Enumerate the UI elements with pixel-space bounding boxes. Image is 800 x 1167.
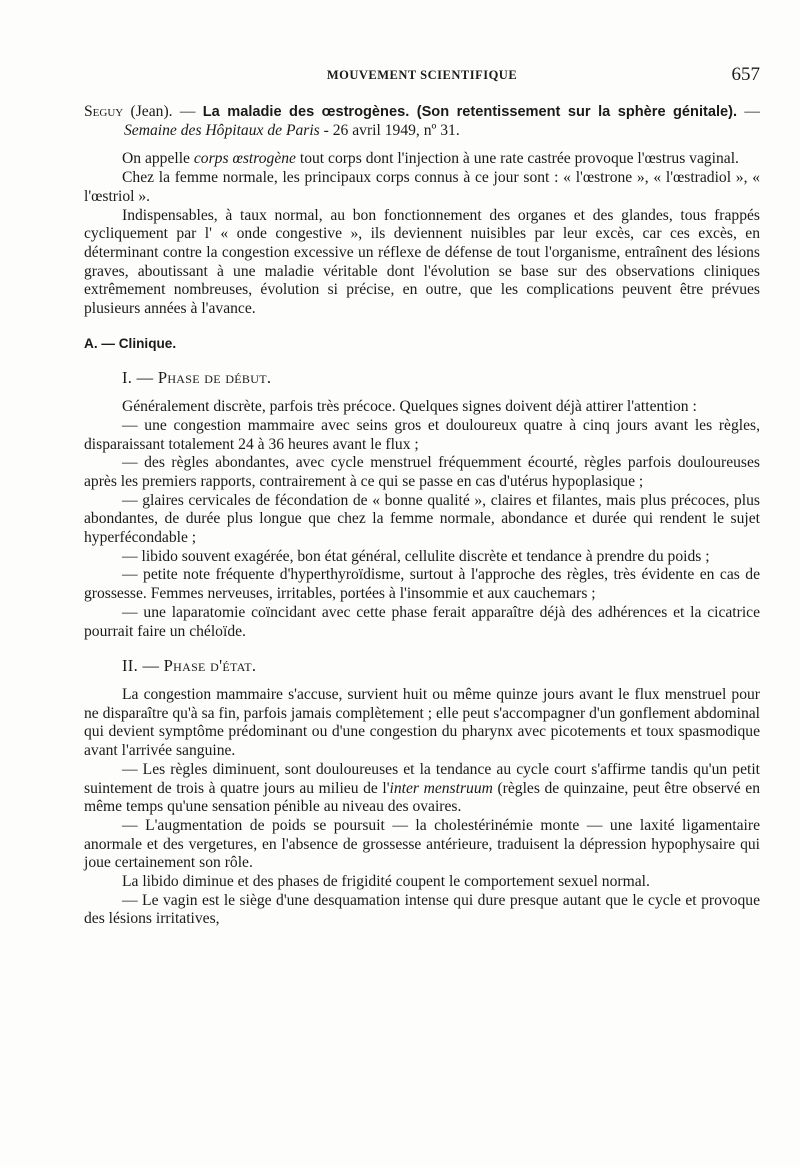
page-number: 657 xyxy=(731,64,760,85)
reference-details: - 26 avril 1949, nº 31. xyxy=(319,121,460,139)
running-head xyxy=(84,64,760,88)
section-heading-clinique: A. — Clinique. xyxy=(84,335,177,351)
reference-author: Seguy xyxy=(84,103,124,120)
article-body xyxy=(84,103,760,929)
intro-p1-text-b: tout corps dont l'injection à une rate castrée provoque l'œstrus vaginal. xyxy=(295,150,739,168)
phase-1-heading: I. — Phase de début. xyxy=(122,368,272,388)
phase-1-paragraph: Généralement discrète, parfois très précoce. Quelques signes doivent déjà attirer l'attention : xyxy=(122,398,697,416)
reference-dash: — xyxy=(737,103,760,120)
reference-journal: Semaine des Hôpitaux de Paris xyxy=(124,121,320,139)
phase-2-paragraph-2 xyxy=(84,761,760,817)
list-item: — glaires cervicales de fécondation de « bonne qualité », claires et filantes, mais plus précoces, plus abondantes, de durée plus longue que chez la femme normale, abondance et durée qui rendent le sujet hyperfécondable ; xyxy=(84,491,760,547)
list-item: — une laparatomie coïncidant avec cette phase ferait apparaître déjà des adhérences et la cicatrice pourrait faire un chéloïde. xyxy=(84,603,760,640)
phase-2-paragraph-5: — Le vagin est le siège d'une desquamation intense qui dure presque autant que le cycle et provoque des lésions irritatives, xyxy=(84,891,760,928)
intro-p1-emphasis: corps œstrogène xyxy=(193,150,296,168)
phase-2-p2-text-b: (règles de quinzaine, peut être observé en même temps qu'une sensation pénible au niveau des ovaires. xyxy=(84,779,761,816)
running-title: MOUVEMENT SCIENTIFIQUE xyxy=(326,68,518,82)
intro-paragraph-1 xyxy=(84,150,760,169)
phase-2-heading: II. — Phase d'état. xyxy=(122,656,257,676)
list-item: — petite note fréquente d'hyperthyroïdisme, surtout à l'approche des règles, très évidente en cas de grossesse. Femmes nerveuses, irritables, portées à l'insommie et aux cauchemars ; xyxy=(84,566,760,603)
phase-2-p2-emphasis: inter menstruum xyxy=(389,779,493,797)
list-item: — libido souvent exagérée, bon état général, cellulite discrète et tendance à prendre du poids ; xyxy=(122,547,710,565)
list-item: — une congestion mammaire avec seins gros et douloureux quatre à cinq jours avant les règles, disparaissant totalement 24 à 36 heures avant le flux ; xyxy=(84,416,760,453)
phase-2-paragraph-4: La libido diminue et des phases de frigidité coupent le comportement sexuel normal. xyxy=(122,873,650,891)
phase-2-paragraph-3: — L'augmentation de poids se poursuit — la cholestérinémie monte — une laxité ligamentaire anormale et des vergetures, en l'absence de grossesse antérieure, traduisent la dépression hypophysaire qui joue certainement son rôle. xyxy=(84,816,760,872)
list-item: — des règles abondantes, avec cycle menstruel fréquemment écourté, règles parfois douloureuses après les premiers rapports, contrairement à ce qui se passe en cas d'utérus hypoplasique ; xyxy=(84,454,760,490)
phase-2-p2-text-a: — Les règles diminuent, sont douloureuses et la tendance au cycle court s'affirme tandis qu'un petit suintement de trois à quatre jours au milieu de l' xyxy=(84,760,760,797)
reference-title: La maladie des œstrogènes. (Son retentissement sur la sphère génitale). xyxy=(202,104,738,120)
bibliographic-reference xyxy=(84,103,760,140)
intro-paragraph-2: Chez la femme normale, les principaux corps connus à ce jour sont : « l'œstrone », « l'œstradiol », « l'œstriol ». xyxy=(84,169,760,205)
phase-2-paragraph-1: La congestion mammaire s'accuse, survient huit ou même quinze jours avant le flux menstruel pour ne disparaître qu'à sa fin, parfois jamais complètement ; elle peut s'accompagner d'un gonflement abdominal qui devient symptôme prédominant ou d'une congestion du pharynx avec picotements et toux spasmodique avant l'arrivée sanguine. xyxy=(84,685,760,760)
reference-author-first: (Jean). — xyxy=(123,103,203,120)
intro-paragraph-3: Indispensables, à taux normal, au bon fonctionnement des organes et des glandes, tous frappés cycliquement par l' « onde congestive », ils deviennent nuisibles par leur excès, car ces excès, en déterminant contre la congestion excessive un réflexe de défense de tout l'organisme, entraînent des lésions graves, aboutissant à une maladie véritable dont l'évolution se base sur des observations cliniques extrêmement nombreuses, évolution si précise, en outre, que les complications peuvent être prévues plusieurs années à l'avance. xyxy=(84,206,760,318)
intro-p1-text-a: On appelle xyxy=(122,150,194,168)
